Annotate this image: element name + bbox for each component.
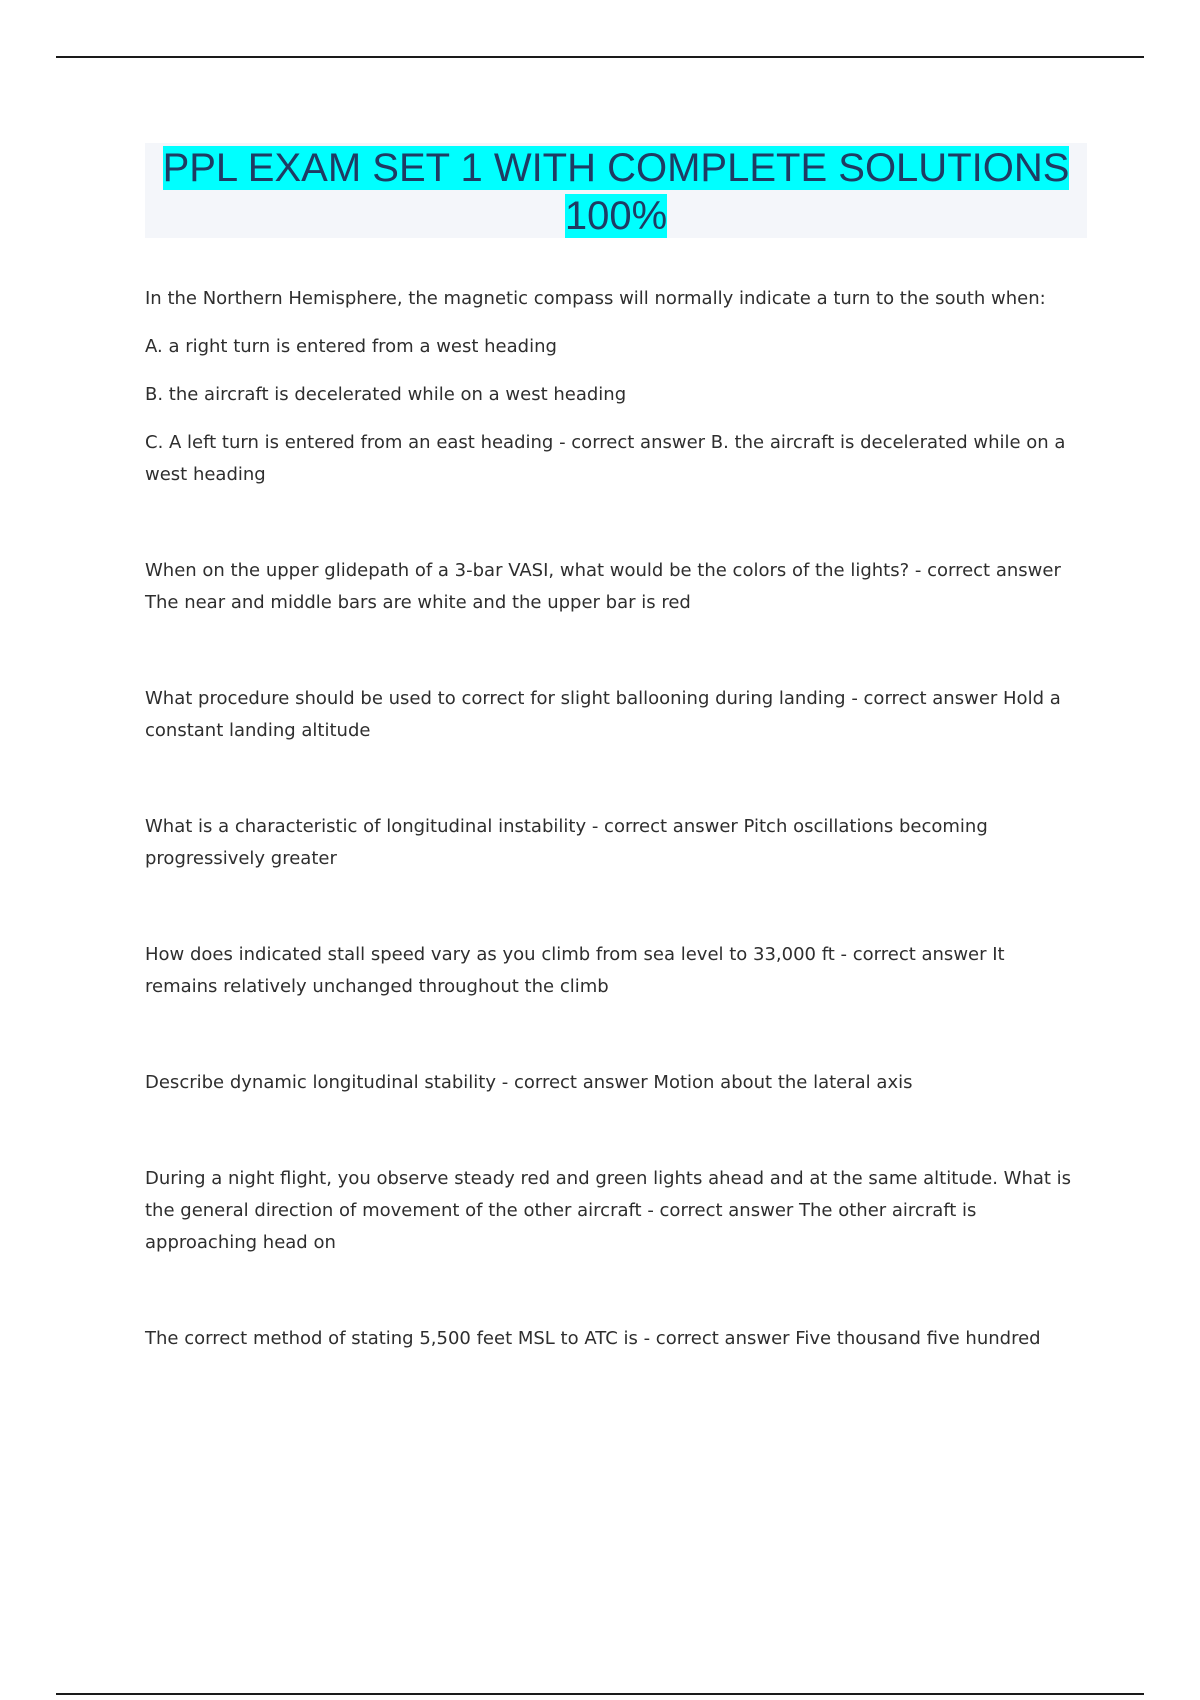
question-item — [145, 939, 1075, 1003]
title-line-2: 100% — [564, 194, 668, 238]
question-item — [145, 283, 1075, 491]
question-item — [145, 1323, 1075, 1355]
question-text: When on the upper glidepath of a 3-bar VASI, what would be the colors of the lights? - correct answer The near and middle bars are white and the upper bar is red — [145, 560, 1061, 613]
footer-rule — [56, 1693, 1144, 1695]
question-text: Describe dynamic longitudinal stability - correct answer Motion about the lateral axis — [145, 1072, 913, 1093]
question-text: What procedure should be used to correct for slight ballooning during landing - correct answer Hold a constant landing altitude — [145, 688, 1061, 741]
question-text: What is a characteristic of longitudinal instability - correct answer Pitch oscillations becoming progressively greater — [145, 816, 988, 869]
title-block — [145, 143, 1087, 238]
answer-option: B. the aircraft is decelerated while on a west heading — [145, 384, 627, 405]
question-text: During a night flight, you observe steady red and green lights ahead and at the same altitude. What is the general direction of movement of the other aircraft - correct answer The other aircraft is approaching head on — [145, 1168, 1072, 1253]
question-text: The correct method of stating 5,500 feet MSL to ATC is - correct answer Five thousand five hundred — [145, 1328, 1041, 1349]
header-rule — [56, 56, 1144, 58]
question-item — [145, 1163, 1075, 1259]
title-line-1: PPL EXAM SET 1 WITH COMPLETE SOLUTIONS — [162, 146, 1070, 190]
question-text: How does indicated stall speed vary as you climb from sea level to 33,000 ft - correct answer It remains relatively unchanged throughout the climb — [145, 944, 1005, 997]
question-text: In the Northern Hemisphere, the magnetic compass will normally indicate a turn to the south when: — [145, 288, 1046, 309]
answer-option: A. a right turn is entered from a west heading — [145, 336, 557, 357]
question-item — [145, 811, 1075, 875]
question-item — [145, 1067, 1075, 1099]
page-title — [145, 143, 1087, 240]
answer-option: C. A left turn is entered from an east heading - correct answer B. the aircraft is decelerated while on a west heading — [145, 432, 1066, 485]
question-item — [145, 683, 1075, 747]
question-item — [145, 555, 1075, 619]
question-list — [145, 283, 1075, 1419]
